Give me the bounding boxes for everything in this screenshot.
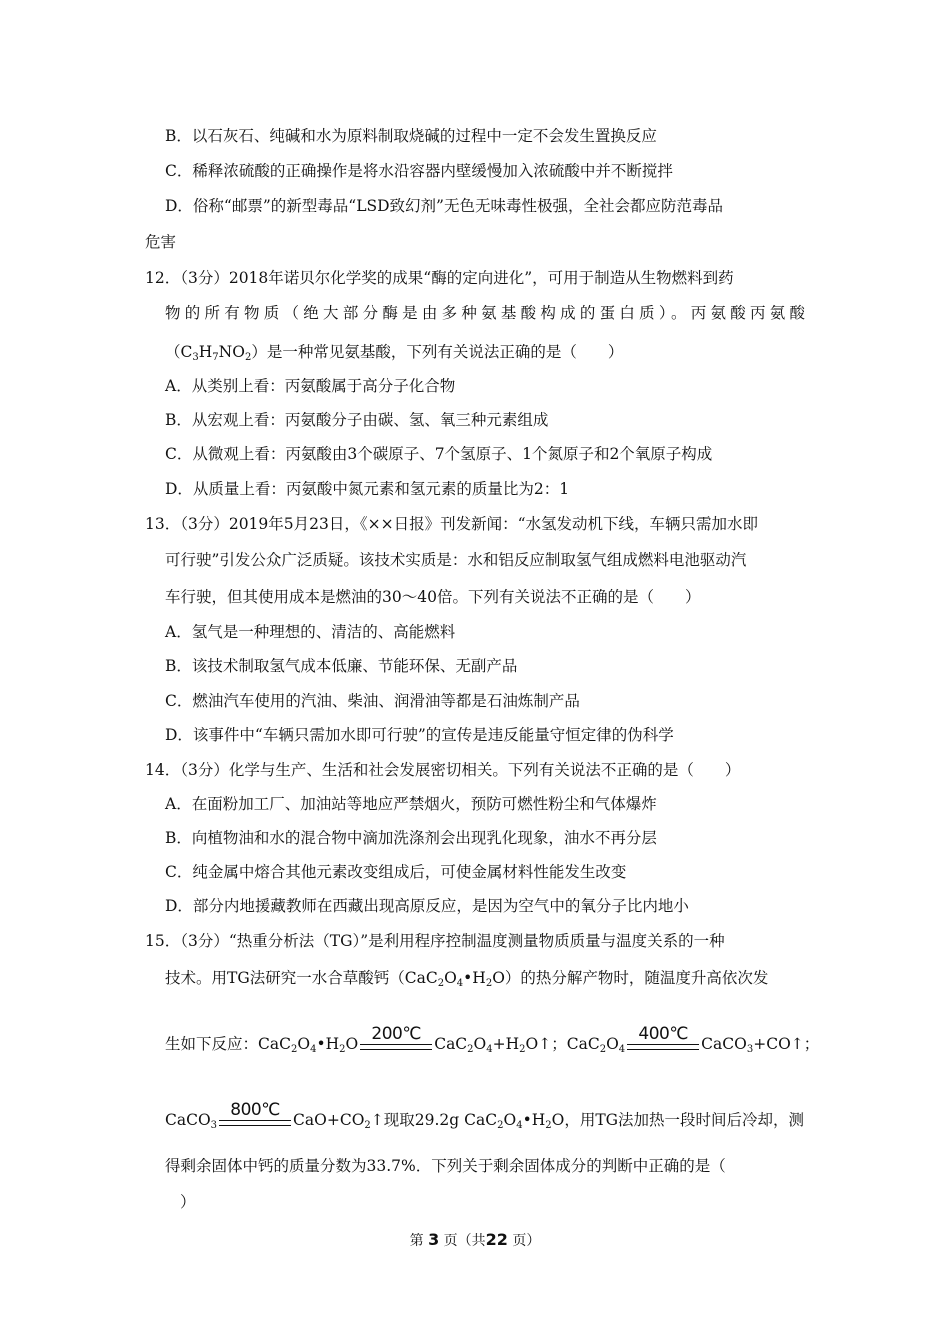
q12-stem-line2: 物的所有物质（绝大部分酶是由多种氨基酸构成的蛋白质）。丙氨酸丙氨酸 bbox=[165, 304, 805, 322]
q13-option-c: C．燃油汽车使用的汽油、柴油、润滑油等都是石油炼制产品 bbox=[165, 692, 580, 710]
q15-reaction-line1: 生如下反应：$CaC_2O_4•H_2O$ 200℃ $CaC_2O_4+H_2O↑$；$CaC_2O_4$ 400℃ CaCO$_3$+CO↑； bbox=[165, 1024, 820, 1055]
q12-option-a: A．从类别上看：丙氨酸属于高分子化合物 bbox=[165, 377, 456, 395]
q12-option-d: D．从质量上看：丙氨酸中氮元素和氢元素的质量比为2：1 bbox=[165, 480, 570, 498]
page-total: 22 bbox=[485, 1230, 508, 1249]
q15-stem-line2: 技术。用TG法研究一水合草酸钙$(CaC_2O_4•H_2O)$的热分解产物时，随温度升高依次发 bbox=[165, 969, 769, 989]
q12-option-b: B．从宏观上看：丙氨酸分子由碳、氢、氧三种元素组成 bbox=[165, 411, 549, 429]
q13-stem-line2: 可行驶”引发公众广泛质疑。该技术实质是：水和铝反应制取氢气组成燃料电池驱动汽 bbox=[165, 551, 747, 569]
q12-stem-line3: $(C_3H_7NO_2)$是一种常见氨基酸，下列有关说法正确的是（ ） bbox=[165, 343, 624, 363]
page-number: 3 bbox=[428, 1230, 440, 1249]
q12-stem-line1: 12．（3分）2018年诺贝尔化学奖的成果“酶的定向进化”，可用于制造从生物燃料到药 bbox=[145, 269, 734, 287]
reaction-condition-200: 200℃ bbox=[360, 1030, 432, 1052]
q13-option-d: D．该事件中“车辆只需加水即可行驶”的宣传是违反能量守恒定律的伪科学 bbox=[165, 726, 674, 744]
q11-option-b: B．以石灰石、纯碱和水为原料制取烧碱的过程中一定不会发生置换反应 bbox=[165, 127, 657, 145]
reaction-condition-400: 400℃ bbox=[627, 1030, 699, 1052]
q11-option-c: C．稀释浓硫酸的正确操作是将水沿容器内壁缓慢加入浓硫酸中并不断搅拌 bbox=[165, 162, 673, 180]
q12-option-c: C．从微观上看：丙氨酸由3个碳原子、7个氢原子、1个氮原子和2个氧原子构成 bbox=[165, 445, 713, 463]
q14-option-a: A．在面粉加工厂、加油站等地应严禁烟火，预防可燃性粉尘和气体爆炸 bbox=[165, 795, 657, 813]
q14-option-b: B．向植物油和水的混合物中滴加洗涤剂会出现乳化现象，油水不再分层 bbox=[165, 829, 657, 847]
q15-reaction-line2: CaCO$_3$ 800℃ $CaO+CO_2↑$现取29.2g $CaC_2O_4•H_2O$，用TG法加热一段时间后冷却，测 bbox=[165, 1100, 805, 1131]
page-footer: 第 3 页（共22 页） bbox=[409, 1230, 541, 1249]
q15-stem-line5: 得剩余固体中钙的质量分数为33.7%．下列关于剩余固体成分的判断中正确的是（ bbox=[165, 1157, 726, 1175]
q13-option-a: A．氢气是一种理想的、清洁的、高能燃料 bbox=[165, 623, 456, 641]
q14-stem: 14．（3分）化学与生产、生活和社会发展密切相关。下列有关说法不正确的是（ ） bbox=[145, 761, 741, 779]
q15-stem-line1: 15．（3分）“热重分析法（TG）”是利用程序控制温度测量物质质量与温度关系的一种 bbox=[145, 932, 725, 950]
q13-stem-line1: 13．（3分）2019年5月23日，《××日报》刊发新闻：“水氢发动机下线，车辆只需加水即 bbox=[145, 515, 759, 533]
reaction-condition-800: 800℃ bbox=[219, 1106, 291, 1128]
q11-option-d: D．俗称“邮票”的新型毒品“LSD致幻剂”无色无味毒性极强，全社会都应防范毒品 bbox=[165, 197, 723, 215]
q13-option-b: B．该技术制取氢气成本低廉、节能环保、无副产品 bbox=[165, 657, 518, 675]
q11-option-d-continued: 危害 bbox=[145, 233, 177, 251]
q13-stem-line3: 车行驶，但其使用成本是燃油的30～40倍。下列有关说法不正确的是（ ） bbox=[165, 588, 701, 606]
q14-option-c: C．纯金属中熔合其他元素改变组成后，可使金属材料性能发生改变 bbox=[165, 863, 627, 881]
q15-stem-line6: ） bbox=[180, 1193, 196, 1211]
q14-option-d: D．部分内地援藏教师在西藏出现高原反应，是因为空气中的氧分子比内地小 bbox=[165, 897, 689, 915]
